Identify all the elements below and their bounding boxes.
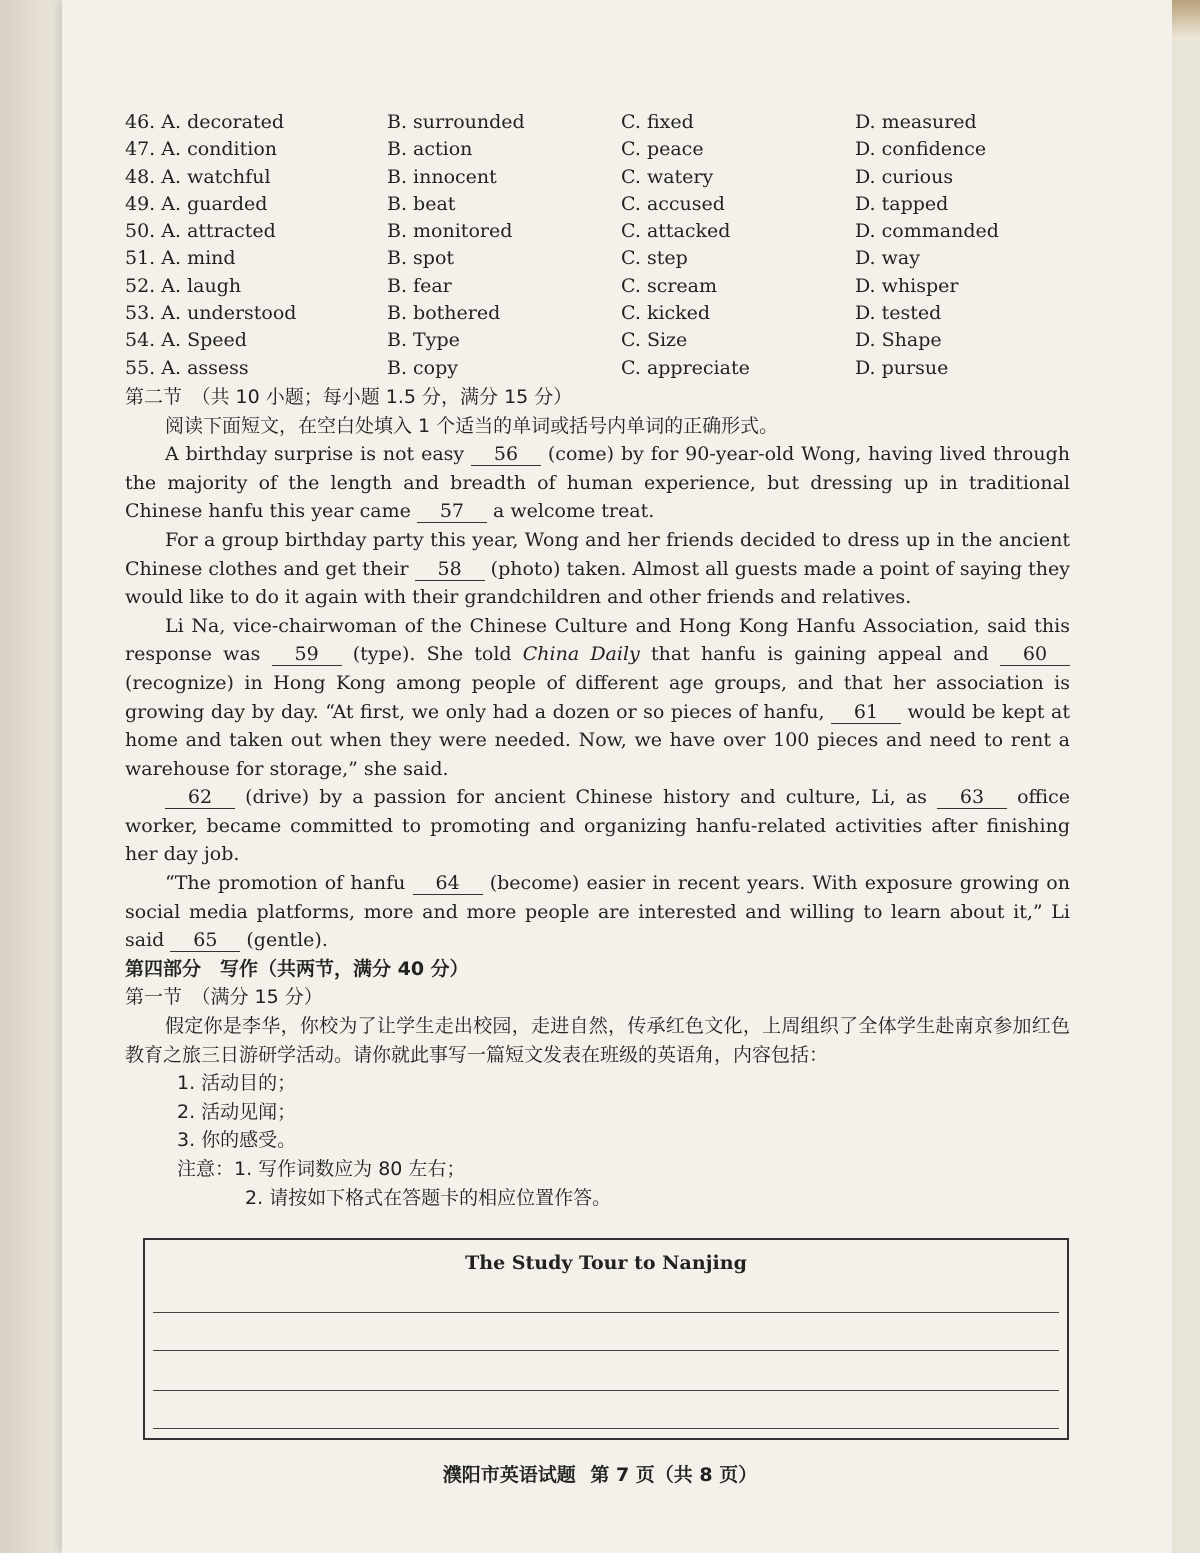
option-a-text: A. decorated xyxy=(161,111,285,133)
passage-text: For a group birthday party this year, Wong and her friends decided to dress up in the ancient Chinese clothes and get their xyxy=(125,528,1070,580)
passage-paragraph-5 xyxy=(125,869,1070,955)
option-row xyxy=(125,299,1070,326)
blank-58: 58 xyxy=(415,558,485,581)
option-b: B. innocent xyxy=(387,165,497,188)
option-d: D. commanded xyxy=(855,220,999,243)
option-row xyxy=(125,326,1070,353)
option-a-text: A. laugh xyxy=(161,274,242,297)
option-d: D. tapped xyxy=(855,192,949,215)
option-d: D. confidence xyxy=(855,138,987,161)
option-a-text: A. understood xyxy=(161,302,297,325)
blank-64: 64 xyxy=(413,872,483,895)
question-number: 50. xyxy=(125,220,156,243)
option-c: C. accused xyxy=(621,192,725,215)
option-a xyxy=(125,217,387,244)
option-c: C. kicked xyxy=(621,302,711,325)
page-content xyxy=(125,108,1070,1212)
question-number: 53. xyxy=(125,302,156,325)
passage-text: office worker, became committed to promoting and organizing hanfu-related activities after finishing her day job. xyxy=(125,786,1070,866)
passage-paragraph-3 xyxy=(125,612,1070,784)
option-a xyxy=(125,135,387,162)
blank-62: 62 xyxy=(165,786,235,809)
option-c: C. Size xyxy=(621,329,688,352)
answer-box-title: The Study Tour to Nanjing xyxy=(465,1252,747,1274)
passage-text: (gentle). xyxy=(240,929,328,952)
option-b: B. surrounded xyxy=(387,111,525,133)
option-a xyxy=(125,190,387,217)
blank-65: 65 xyxy=(170,929,240,952)
option-a xyxy=(125,299,387,326)
option-a-text: A. guarded xyxy=(161,192,268,215)
answer-line xyxy=(153,1312,1059,1313)
options-table xyxy=(125,108,1070,381)
option-row xyxy=(125,244,1070,271)
prompt-item-2: 2. 活动见闻； xyxy=(177,1100,297,1123)
question-number: 48. xyxy=(125,165,156,188)
option-d: D. measured xyxy=(855,111,977,133)
question-number: 55. xyxy=(125,356,156,379)
passage-text: Li Na, vice-chairwoman of the Chinese Culture and Hong Kong Hanfu Association, said this response was xyxy=(125,614,1070,666)
page-footer xyxy=(0,1460,1200,1487)
option-row xyxy=(125,108,1070,135)
question-number: 52. xyxy=(125,274,156,297)
option-row xyxy=(125,217,1070,244)
note-1: 注意：1. 写作词数应为 80 左右； xyxy=(177,1158,466,1180)
writing-prompt: 假定你是李华，你校为了让学生走出校园，走进自然，传承红色文化，上周组织了全体学生赴南京参加红色教育之旅三日游研学活动。请你就此事写一篇短文发表在班级的英语角，内容包括： xyxy=(125,1015,1070,1066)
option-c: C. appreciate xyxy=(621,356,750,379)
note-2: 2. 请按如下格式在答题卡的相应位置作答。 xyxy=(245,1186,612,1209)
option-a-text: A. attracted xyxy=(161,220,276,243)
blank-61: 61 xyxy=(831,701,901,724)
option-d: D. pursue xyxy=(855,356,949,379)
question-number: 51. xyxy=(125,247,156,270)
option-b: B. beat xyxy=(387,192,456,215)
passage-text: (type). She told xyxy=(341,643,523,666)
option-c: C. peace xyxy=(621,138,704,161)
question-number: 47. xyxy=(125,138,156,161)
option-d: D. tested xyxy=(855,302,942,325)
newspaper-name: China Daily xyxy=(522,643,640,666)
section2-instruction: 阅读下面短文，在空白处填入 1 个适当的单词或括号内单词的正确形式。 xyxy=(165,414,779,437)
passage-text: A birthday surprise is not easy xyxy=(165,443,472,466)
passage-text: (become) easier in recent years. With exposure growing on social media platforms, more and more people are interested and willing to learn about it,” Li said xyxy=(125,872,1070,952)
part4-section1-heading: 第一节 （满分 15 分） xyxy=(125,986,323,1009)
footer-page-number: 第 7 页（共 8 页） xyxy=(590,1464,758,1486)
answer-box xyxy=(143,1238,1069,1440)
option-c: C. fixed xyxy=(621,111,694,133)
passage-text: (drive) by a passion for ancient Chinese history and culture, Li, as xyxy=(235,786,938,809)
option-row xyxy=(125,163,1070,190)
option-b: B. spot xyxy=(387,247,455,270)
question-number: 46. xyxy=(125,111,156,133)
blank-60: 60 xyxy=(1000,643,1070,666)
option-a xyxy=(125,108,387,135)
passage-text: (come) by for 90-year-old Wong, having lived through the majority of the length and breadth of human experience, but dressing up in traditional Chinese hanfu this year came xyxy=(125,443,1070,523)
option-a xyxy=(125,163,387,190)
option-c: C. step xyxy=(621,247,688,270)
footer-title: 濮阳市英语试题 xyxy=(442,1464,576,1486)
option-c: C. watery xyxy=(621,165,714,188)
option-c: C. scream xyxy=(621,274,718,297)
prompt-item-3: 3. 你的感受。 xyxy=(177,1129,297,1152)
answer-line xyxy=(153,1390,1059,1391)
option-b: B. action xyxy=(387,138,473,161)
option-c: C. attacked xyxy=(621,220,731,243)
option-d: D. way xyxy=(855,247,920,270)
blank-63: 63 xyxy=(937,786,1007,809)
section2-heading: 第二节 （共 10 小题；每小题 1.5 分，满分 15 分） xyxy=(125,385,573,408)
page-left-edge xyxy=(0,0,62,1553)
passage-text: “The promotion of hanfu xyxy=(165,872,413,895)
answer-line xyxy=(153,1350,1059,1351)
blank-59: 59 xyxy=(272,643,342,666)
question-number: 54. xyxy=(125,329,156,352)
option-a-text: A. condition xyxy=(161,138,278,161)
option-a xyxy=(125,244,387,271)
prompt-item-1: 1. 活动目的； xyxy=(177,1072,297,1095)
question-number: 49. xyxy=(125,192,156,215)
option-d: D. curious xyxy=(855,165,954,188)
passage-paragraph-1 xyxy=(125,440,1070,526)
option-b: B. copy xyxy=(387,356,459,379)
passage-paragraph-4 xyxy=(125,783,1070,869)
option-b: B. bothered xyxy=(387,302,501,325)
option-a xyxy=(125,326,387,353)
passage-text: (photo) taken. Almost all guests made a point of saying they would like to do it again with their grandchildren and other friends and relatives. xyxy=(125,557,1070,609)
passage-text: that hanfu is gaining appeal and xyxy=(639,643,1001,666)
option-row xyxy=(125,354,1070,381)
answer-line xyxy=(153,1428,1059,1429)
option-d: D. whisper xyxy=(855,274,959,297)
blank-57: 57 xyxy=(417,500,487,523)
option-row xyxy=(125,272,1070,299)
passage-text: (recognize) in Hong Kong among people of different age groups, and that her association is growing day by day. “At first, we only had a dozen or so pieces of hanfu, xyxy=(125,671,1070,723)
option-a-text: A. assess xyxy=(161,356,249,379)
option-row xyxy=(125,190,1070,217)
option-a-text: A. watchful xyxy=(161,165,271,188)
option-a xyxy=(125,272,387,299)
option-b: B. monitored xyxy=(387,220,513,243)
passage-text: would be kept at home and taken out when they were needed. Now, we have over 100 pieces and need to rent a warehouse for storage,” she said. xyxy=(125,700,1071,780)
blank-56: 56 xyxy=(471,443,541,466)
option-a xyxy=(125,354,387,381)
option-b: B. fear xyxy=(387,274,452,297)
passage-text: a welcome treat. xyxy=(486,500,655,523)
option-a-text: A. mind xyxy=(161,247,236,270)
passage-paragraph-2 xyxy=(125,526,1070,612)
part4-heading: 第四部分 写作（共两节，满分 40 分） xyxy=(125,957,469,980)
option-row xyxy=(125,135,1070,162)
option-a-text: A. Speed xyxy=(161,329,247,352)
option-d: D. Shape xyxy=(855,329,942,352)
option-b: B. Type xyxy=(387,329,460,352)
